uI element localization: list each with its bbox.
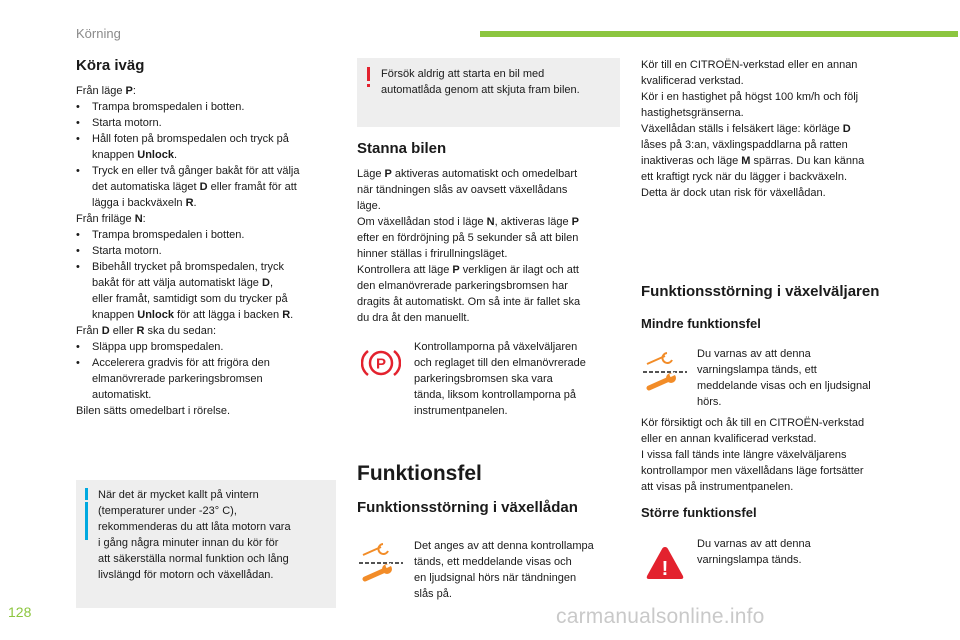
text-line: automatlåda genom att skjuta fram bilen. [381, 84, 580, 96]
text-run: när tändningen slås av oavsett växellådans [357, 184, 568, 196]
text-run: inaktiveras och läge [641, 155, 742, 167]
page-number: 128 [8, 604, 32, 620]
text-bold: N [134, 213, 143, 225]
text-bold: D [261, 277, 270, 289]
bullet-text: Bibehåll trycket på bromspedalen, tryck [92, 261, 284, 273]
bullet-text: Släppa upp bromspedalen. [92, 341, 224, 353]
text-line [357, 294, 620, 310]
parking-brake-icon [361, 346, 401, 380]
text-run: knappen [92, 309, 138, 321]
text-run: efter en fördröjning på 5 sekunder så att bilen [357, 232, 579, 244]
text-line [76, 211, 336, 227]
text-run: . [290, 309, 294, 321]
heading-funktionsfel: Funktionsfel [357, 462, 482, 485]
bullet-text: Trampa bromspedalen i botten. [92, 229, 245, 241]
text-line [641, 169, 911, 185]
text-line: varningslampa tänds, ett [697, 364, 817, 376]
wrench-icon-minor [641, 350, 689, 392]
bullet-mark: • [76, 117, 80, 129]
text-run: . [193, 197, 197, 209]
text-bold: M [741, 155, 751, 167]
text-line: Du varnas av att denna [697, 348, 811, 360]
text-line [76, 275, 336, 291]
text-run: Från friläge [76, 213, 135, 225]
bullet-text: Accelerera gradvis för att frigöra den [92, 357, 270, 369]
warning-triangle-icon [645, 545, 685, 581]
text-line [641, 185, 911, 201]
text-line: Försök aldrig att starta en bil med [381, 68, 545, 80]
text-run: eller framåt, samtidigt som du trycker på [92, 293, 288, 305]
text-line: kontrollampor men växellådans läge fortsätter [641, 465, 864, 477]
text-run: eller framåt för att [207, 181, 297, 193]
warning-triangle-mark: ! [661, 558, 669, 580]
text-run: eller [109, 325, 137, 337]
text-run: automatiskt. [92, 389, 152, 401]
text-bold: Unlock [137, 309, 174, 321]
text-bold: R [185, 197, 194, 209]
text-run: verkligen är ilagt och att [459, 264, 579, 276]
text-run: Från [76, 325, 102, 337]
bullet-mark: • [76, 165, 80, 177]
gearbox-fault-text [414, 538, 624, 602]
text-line [357, 166, 620, 182]
text-line [76, 147, 336, 163]
text-line [357, 230, 620, 246]
text-line [641, 153, 911, 169]
text-line: hörs. [697, 396, 722, 408]
text-run: ska du sedan: [144, 325, 217, 337]
bullet-mark: • [76, 261, 80, 273]
text-line [76, 323, 336, 339]
stanna-bilen-text [357, 166, 620, 326]
text-line: Kontrollamporna på växelväljaren [414, 341, 578, 353]
text-run: dragits åt automatiskt. Om så inte är fallet ska [357, 296, 581, 308]
bullet-text: Håll foten på bromspedalen och tryck på [92, 133, 289, 145]
col3-intro-text [641, 57, 911, 121]
minor-fault-note [697, 346, 917, 410]
bullet-mark: • [76, 341, 80, 353]
text-bold: R [136, 325, 145, 337]
text-line [357, 262, 620, 278]
text-line: hastighetsgränserna. [641, 107, 744, 119]
text-line: Det anges av att denna kontrollampa [414, 540, 594, 552]
text-line [76, 387, 336, 403]
text-run: Kontrollera att läge [357, 264, 453, 276]
text-run: knappen [92, 149, 138, 161]
text-run: Bilen sätts omedelbart i rörelse. [76, 405, 231, 417]
warning-bar [367, 67, 370, 81]
text-run: Växellådan ställs i felsäkert läge: körläge [641, 123, 843, 135]
text-line: (temperaturer under -23° C), [98, 505, 237, 517]
text-run: hinner ställas i frirullningsläget. [357, 248, 508, 260]
bullet-item [76, 115, 336, 131]
text-line: rekommenderas du att låta motorn vara [98, 521, 291, 533]
text-run: spärras. Du kan känna [750, 155, 865, 167]
bullet-item [76, 259, 336, 275]
bullet-text: Tryck en eller två gånger bakåt för att välja [92, 165, 300, 177]
text-run: aktiveras automatiskt och omedelbart [391, 168, 578, 180]
text-line [357, 246, 620, 262]
text-line [76, 403, 336, 419]
minor-fault-advice [641, 415, 921, 495]
text-line: Du varnas av att denna [697, 538, 811, 550]
major-fault-note [697, 536, 917, 568]
text-line: eller en annan kvalificerad verkstad. [641, 433, 817, 445]
heading-gearbox-fault: Funktionsstörning i växellådan [357, 499, 578, 516]
text-bold: P [452, 264, 460, 276]
section-title: Körning [76, 26, 121, 41]
text-line: tänds, ett meddelande visas och [414, 556, 572, 568]
text-line: kvalificerad verkstad. [641, 75, 744, 87]
text-bold: P [125, 85, 133, 97]
bullet-item [76, 243, 336, 259]
bullet-item [76, 131, 336, 147]
text-line: meddelande visas och en ljudsignal [697, 380, 871, 392]
text-run: du dra åt den manuellt. [357, 312, 470, 324]
text-line: att säkerställa normal funktion och lång [98, 553, 289, 565]
header-accent-bar [480, 31, 958, 37]
heading-minor-fault: Mindre funktionsfel [641, 316, 761, 331]
bullet-item [76, 99, 336, 115]
text-line: När det är mycket kallt på vintern [98, 489, 259, 501]
text-run: elmanövrerade parkeringsbromsen [92, 373, 263, 385]
text-line [357, 310, 620, 326]
watermark: carmanualsonline.info [556, 605, 765, 628]
text-line [357, 182, 620, 198]
text-line [76, 179, 336, 195]
text-run: det automatiska läget [92, 181, 200, 193]
bullet-mark: • [76, 101, 80, 113]
parking-note-text [414, 339, 614, 419]
bullet-mark: • [76, 245, 80, 257]
text-bold: R [282, 309, 291, 321]
text-bold: P [571, 216, 579, 228]
bullet-item [76, 339, 336, 355]
text-line: slås på. [414, 588, 452, 600]
text-line [357, 198, 620, 214]
text-line [357, 278, 620, 294]
bullet-item [76, 163, 336, 179]
bullet-item [76, 227, 336, 243]
text-run: ett kraftigt ryck när du lägger i backväxeln. [641, 171, 848, 183]
heading-stanna-bilen: Stanna bilen [357, 140, 447, 157]
text-line: I vissa fall tänds inte längre växelväljarens [641, 449, 847, 461]
text-line [641, 121, 911, 137]
heading-major-fault: Större funktionsfel [641, 505, 757, 520]
warning-box-text [381, 66, 616, 98]
warning-dot [367, 84, 370, 87]
text-bold: D [842, 123, 851, 135]
text-line: tända, liksom kontrollamporna på [414, 389, 577, 401]
text-line: Kör i en hastighet på högst 100 km/h och följ [641, 91, 859, 103]
text-run: , aktiveras läge [494, 216, 572, 228]
text-line [641, 137, 911, 153]
text-run: låses på 3:an, växlingspaddlarna på ratten [641, 139, 848, 151]
wrench-icon [357, 541, 405, 583]
text-line [76, 195, 336, 211]
text-run: : [142, 213, 146, 225]
text-run: : [132, 85, 136, 97]
text-line [357, 214, 620, 230]
text-bold: D [101, 325, 110, 337]
col3-fallback-text [641, 121, 911, 201]
bullet-mark: • [76, 229, 80, 241]
text-run: den elmanövrerade parkeringsbromsen har [357, 280, 568, 292]
text-line: instrumentpanelen. [414, 405, 508, 417]
bullet-text: Starta motorn. [92, 245, 162, 257]
text-line: parkeringsbromsen ska vara [414, 373, 553, 385]
heading-selector-fault: Funktionsstörning i växelväljaren [641, 283, 880, 300]
text-bold: D [199, 181, 208, 193]
text-run: läge. [357, 200, 381, 212]
text-line [76, 307, 336, 323]
text-line: livslängd för motorn och växellådan. [98, 569, 274, 581]
heading-kora-ivag: Köra iväg [76, 57, 145, 74]
bullet-item [76, 355, 336, 371]
text-run: Från läge [76, 85, 126, 97]
bullet-mark: • [76, 133, 80, 145]
text-line: att visas på instrumentpanelen. [641, 481, 794, 493]
text-line [76, 371, 336, 387]
info-bar [85, 488, 88, 500]
text-bold: N [486, 216, 495, 228]
info-box-text [98, 487, 328, 583]
text-line: varningslampa tänds. [697, 554, 802, 566]
text-run: Detta är dock utan risk för växellådan. [641, 187, 826, 199]
bullet-text: Trampa bromspedalen i botten. [92, 101, 245, 113]
text-line: och reglaget till den elmanövrerade [414, 357, 586, 369]
text-line: Kör till en CITROËN-verkstad eller en annan [641, 59, 858, 71]
text-run: . [173, 149, 178, 161]
text-line: en ljudsignal hörs när tändningen [414, 572, 577, 584]
bullet-mark: • [76, 357, 80, 369]
text-line: Kör försiktigt och åk till en CITROËN-verkstad [641, 417, 865, 429]
text-line [76, 291, 336, 307]
text-run: Läge [357, 168, 385, 180]
text-line: i gång några minuter innan du kör för [98, 537, 279, 549]
info-icon-stem [85, 502, 88, 540]
parking-brake-letter: P [375, 355, 387, 373]
kora-ivag-text [76, 83, 336, 419]
text-bold: Unlock [137, 149, 174, 161]
text-run: Om växellådan stod i läge [357, 216, 487, 228]
text-run: , [269, 277, 273, 289]
text-run: lägga i backväxeln [92, 197, 186, 209]
bullet-text: Starta motorn. [92, 117, 162, 129]
text-line [76, 83, 336, 99]
text-run: för att lägga i backen [173, 309, 283, 321]
text-run: bakåt för att välja automatiskt läge [92, 277, 262, 289]
text-bold: P [384, 168, 392, 180]
